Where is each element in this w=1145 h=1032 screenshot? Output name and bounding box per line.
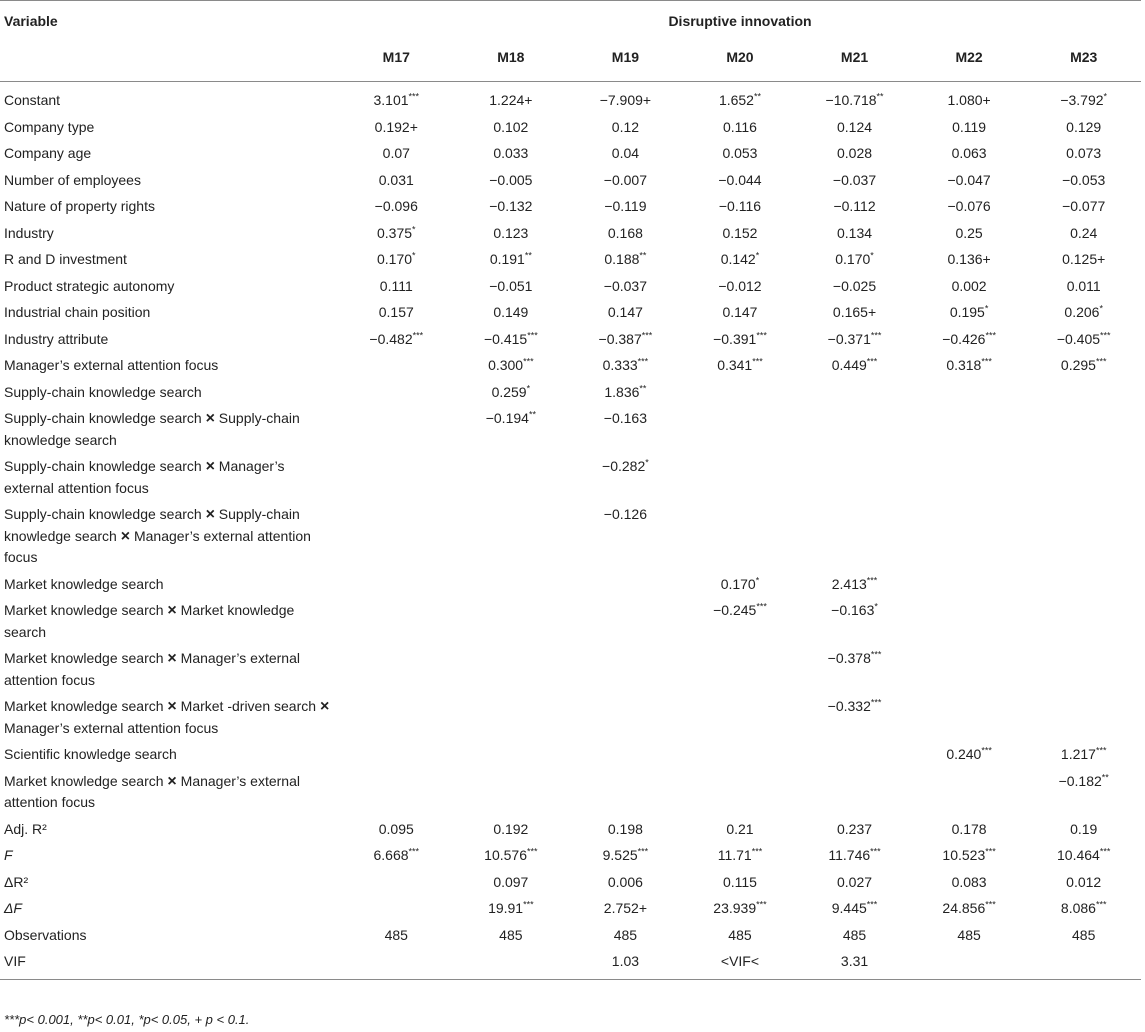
- model-header: M20: [683, 33, 798, 82]
- table-row: [0, 115, 1141, 142]
- value-cell: [339, 742, 454, 769]
- value-cell: 0.152: [722, 224, 758, 241]
- value-cell: [797, 742, 912, 769]
- model-header: M23: [1026, 33, 1141, 82]
- table-row: [0, 769, 1141, 817]
- value-cell: 0.170*: [377, 250, 416, 267]
- value-cell: 0.333***: [602, 356, 649, 373]
- value-cell: 0.142*: [720, 250, 760, 267]
- value-cell: 1.652**: [718, 91, 761, 108]
- value-cell: [683, 694, 798, 742]
- row-label: Supply-chain knowledge search × Supply-chain knowledge search × Manager’s external attention focus: [4, 506, 311, 565]
- value-cell: [454, 694, 569, 742]
- value-cell: −0.371***: [827, 329, 882, 347]
- table-row: [0, 817, 1141, 844]
- value-cell: [683, 380, 798, 407]
- value-cell: 1.080+: [947, 92, 991, 108]
- value-cell: 1.217***: [1060, 745, 1107, 762]
- row-label: Industry attribute: [4, 330, 109, 347]
- row-label: R and D investment: [4, 251, 127, 267]
- value-cell: 485: [384, 926, 408, 943]
- value-cell: [1026, 646, 1141, 694]
- value-cell: −0.182**: [1058, 771, 1109, 789]
- value-cell: 10.464***: [1057, 846, 1111, 863]
- value-cell: 19.91***: [488, 899, 534, 916]
- header-row-group: [0, 1, 1141, 34]
- value-cell: −0.076: [947, 198, 991, 214]
- table-row: [0, 327, 1141, 354]
- value-cell: −0.426***: [942, 329, 996, 347]
- value-cell: 0.124: [837, 118, 873, 135]
- value-cell: 485: [957, 926, 981, 943]
- value-cell: [1026, 406, 1141, 454]
- value-cell: 0.115: [722, 873, 757, 890]
- value-cell: 485: [499, 926, 523, 943]
- model-header: M19: [568, 33, 683, 82]
- value-cell: [1026, 598, 1141, 646]
- value-cell: −0.415***: [483, 329, 538, 347]
- table-row: [0, 598, 1141, 646]
- value-cell: 0.027: [837, 873, 873, 890]
- table-row: [0, 141, 1141, 168]
- row-label: Supply-chain knowledge search × Supply-chain knowledge search: [4, 410, 300, 448]
- value-cell: −0.126: [603, 506, 648, 522]
- table-row: [0, 502, 1141, 572]
- value-cell: [797, 769, 912, 817]
- table-row: [0, 646, 1141, 694]
- value-cell: 0.083: [951, 873, 987, 890]
- table-row: [0, 742, 1141, 769]
- value-cell: −0.119: [604, 198, 647, 214]
- value-cell: −0.077: [1062, 198, 1106, 214]
- value-cell: 485: [728, 926, 752, 943]
- value-cell: 0.063: [951, 145, 987, 161]
- value-cell: 0.188**: [604, 250, 647, 267]
- row-label: Manager’s external attention focus: [4, 357, 219, 373]
- value-cell: [683, 769, 798, 817]
- value-cell: [1026, 502, 1141, 572]
- value-cell: [568, 742, 683, 769]
- value-cell: [339, 646, 454, 694]
- value-cell: [339, 694, 454, 742]
- value-cell: −0.037: [832, 171, 877, 188]
- value-cell: 0.002: [951, 277, 987, 294]
- value-cell: [797, 406, 912, 454]
- value-cell: 0.237: [837, 820, 873, 837]
- value-cell: [912, 406, 1027, 454]
- value-cell: [454, 572, 569, 599]
- value-cell: 0.170*: [720, 574, 760, 592]
- value-cell: [912, 502, 1027, 572]
- value-cell: 8.086***: [1060, 899, 1107, 916]
- row-label: ΔF: [4, 900, 22, 916]
- value-cell: 0.449***: [831, 356, 878, 373]
- group-header: Disruptive innovation: [339, 1, 1141, 34]
- row-label: Scientific knowledge search: [4, 746, 177, 762]
- table-row: [0, 380, 1141, 407]
- value-cell: [454, 454, 569, 502]
- value-cell: [912, 598, 1027, 646]
- value-cell: 0.21: [726, 820, 754, 837]
- value-cell: 0.195*: [949, 303, 989, 320]
- value-cell: 0.125+: [1062, 251, 1106, 267]
- value-cell: 0.259*: [491, 382, 531, 400]
- row-label: Market knowledge search: [4, 575, 164, 592]
- value-cell: [568, 694, 683, 742]
- table-row: [0, 694, 1141, 742]
- value-cell: 0.147: [607, 304, 643, 320]
- value-cell: [683, 742, 798, 769]
- model-header: M22: [912, 33, 1027, 82]
- value-cell: 3.101***: [373, 91, 420, 108]
- row-label: Constant: [4, 92, 61, 108]
- value-cell: [683, 454, 798, 502]
- row-label: Nature of property rights: [4, 198, 155, 214]
- value-cell: 0.170*: [835, 250, 874, 267]
- row-label: Market knowledge search × Market knowledge search: [4, 602, 295, 640]
- value-cell: [339, 870, 454, 897]
- value-cell: [912, 380, 1027, 407]
- value-cell: [339, 949, 454, 979]
- value-cell: 0.134: [837, 224, 873, 241]
- row-label: Market knowledge search × Manager’s external attention focus: [4, 650, 300, 688]
- row-label: Observations: [4, 926, 87, 943]
- value-cell: −0.116: [718, 198, 762, 214]
- table-row: [0, 406, 1141, 454]
- value-cell: [339, 380, 454, 407]
- value-cell: 0.191**: [489, 250, 532, 267]
- value-cell: 0.07: [382, 145, 410, 161]
- value-cell: [1026, 454, 1141, 502]
- value-cell: −0.132: [489, 198, 533, 214]
- value-cell: [568, 646, 683, 694]
- table-row: [0, 949, 1141, 979]
- value-cell: [454, 769, 569, 817]
- table-row: [0, 300, 1141, 327]
- significance-note: ***p< 0.001, **p< 0.01, *p< 0.05, + p < 0.1.: [4, 1012, 250, 1027]
- value-cell: [454, 949, 569, 979]
- table-row: [0, 168, 1141, 195]
- value-cell: 9.525***: [602, 846, 649, 863]
- value-cell: [339, 454, 454, 502]
- row-label: Industry: [4, 224, 54, 241]
- value-cell: −0.245***: [713, 601, 767, 618]
- value-cell: 0.136+: [947, 251, 991, 267]
- value-cell: −0.025: [832, 277, 877, 294]
- value-cell: [339, 406, 454, 454]
- value-cell: [912, 646, 1027, 694]
- value-cell: −0.332***: [827, 697, 882, 714]
- value-cell: 485: [842, 926, 867, 943]
- value-cell: 485: [613, 926, 638, 943]
- value-cell: 0.006: [607, 873, 643, 890]
- value-cell: 0.097: [493, 873, 529, 890]
- value-cell: −0.051: [489, 277, 533, 294]
- value-cell: 11.71***: [717, 846, 763, 863]
- value-cell: 0.24: [1070, 224, 1098, 241]
- value-cell: −0.482***: [369, 329, 424, 347]
- row-label: VIF: [0, 949, 339, 979]
- value-cell: 0.147: [722, 304, 758, 320]
- value-cell: 2.413***: [831, 574, 878, 592]
- value-cell: [454, 646, 569, 694]
- row-label: Industrial chain position: [4, 304, 151, 320]
- value-cell: [454, 598, 569, 646]
- value-cell: −0.387***: [598, 329, 653, 347]
- value-cell: 11.746***: [828, 846, 881, 863]
- value-cell: 10.576***: [484, 846, 538, 863]
- table-row: [0, 454, 1141, 502]
- value-cell: −0.163*: [831, 601, 878, 618]
- value-cell: 0.033: [493, 145, 529, 161]
- value-cell: 24.856***: [942, 899, 996, 916]
- value-cell: [339, 353, 454, 380]
- value-cell: 485: [1072, 926, 1096, 943]
- table-row: [0, 247, 1141, 274]
- value-cell: −0.044: [718, 171, 762, 188]
- model-header: M21: [797, 33, 912, 82]
- value-cell: [1026, 380, 1141, 407]
- value-cell: −0.112: [833, 198, 876, 214]
- value-cell: [1026, 572, 1141, 599]
- value-cell: [339, 896, 454, 923]
- value-cell: 0.111: [379, 277, 413, 294]
- value-cell: [339, 502, 454, 572]
- value-cell: [683, 646, 798, 694]
- value-cell: −0.163: [603, 410, 648, 426]
- table-row: [0, 572, 1141, 599]
- value-cell: [339, 769, 454, 817]
- row-label: Company type: [4, 118, 95, 135]
- value-cell: [912, 454, 1027, 502]
- value-cell: 23.939***: [713, 899, 767, 916]
- row-label: Company age: [4, 145, 92, 161]
- value-cell: 0.206*: [1064, 303, 1103, 320]
- value-cell: [339, 598, 454, 646]
- model-header: M18: [454, 33, 569, 82]
- table-row: [0, 82, 1141, 115]
- row-label: F: [4, 847, 13, 863]
- value-cell: [1026, 949, 1141, 979]
- value-cell: 0.129: [1066, 118, 1102, 135]
- row-label: Adj. R²: [4, 820, 47, 837]
- value-cell: −0.047: [947, 171, 991, 188]
- value-cell: 0.19: [1070, 820, 1098, 837]
- value-cell: 2.752+: [603, 900, 648, 916]
- value-cell: [683, 406, 798, 454]
- value-cell: 0.053: [722, 145, 758, 161]
- value-cell: −3.792*: [1060, 91, 1108, 108]
- row-label: Supply-chain knowledge search: [4, 383, 202, 400]
- value-cell: [797, 454, 912, 502]
- value-cell: 1.224+: [489, 92, 533, 108]
- value-cell: <VIF<: [683, 949, 798, 979]
- table-row: [0, 843, 1141, 870]
- value-cell: [568, 769, 683, 817]
- row-label: Supply-chain knowledge search × Manager’s external attention focus: [4, 458, 285, 496]
- value-cell: −0.053: [1062, 171, 1106, 188]
- model-header: M17: [339, 33, 454, 82]
- value-cell: 0.04: [611, 145, 640, 161]
- value-cell: −7.909+: [599, 92, 652, 108]
- value-cell: 0.123: [493, 224, 529, 241]
- value-cell: 0.102: [493, 118, 529, 135]
- value-cell: 0.318***: [946, 356, 992, 373]
- value-cell: 0.031: [378, 171, 414, 188]
- value-cell: 0.25: [955, 224, 983, 241]
- value-cell: 0.300***: [488, 356, 534, 373]
- value-cell: [912, 949, 1027, 979]
- table-row: [0, 221, 1141, 248]
- value-cell: 0.028: [837, 145, 873, 161]
- value-cell: −0.378***: [827, 649, 882, 666]
- value-cell: 9.445***: [831, 899, 878, 916]
- value-cell: [797, 502, 912, 572]
- value-cell: 3.31: [797, 949, 912, 979]
- header-row-models: [0, 33, 1141, 82]
- value-cell: 0.375*: [377, 223, 416, 241]
- row-label: ΔR²: [4, 873, 29, 890]
- value-cell: 0.341***: [717, 356, 763, 373]
- value-cell: 0.119: [952, 118, 987, 135]
- table-row: [0, 353, 1141, 380]
- value-cell: −0.037: [603, 277, 648, 294]
- value-cell: 0.011: [1066, 277, 1101, 294]
- value-cell: [568, 598, 683, 646]
- value-cell: −0.405***: [1056, 329, 1111, 347]
- value-cell: 0.198: [607, 820, 643, 837]
- value-cell: 0.168: [607, 224, 643, 241]
- value-cell: [797, 380, 912, 407]
- row-label: Market knowledge search × Market -driven search × Manager’s external attention focus: [4, 698, 330, 736]
- value-cell: 0.240***: [946, 745, 992, 762]
- value-cell: 0.157: [378, 304, 414, 320]
- value-cell: −10.718**: [825, 91, 884, 108]
- value-cell: 0.192+: [374, 118, 418, 135]
- value-cell: 0.073: [1066, 145, 1102, 161]
- value-cell: 0.012: [1066, 873, 1102, 890]
- value-cell: [683, 502, 798, 572]
- table-row: [0, 896, 1141, 923]
- row-label: Market knowledge search × Manager’s external attention focus: [4, 772, 300, 810]
- value-cell: −0.012: [718, 277, 762, 294]
- value-cell: [568, 572, 683, 599]
- value-cell: −0.007: [603, 171, 648, 188]
- value-cell: −0.194**: [485, 409, 536, 426]
- value-cell: 0.192: [493, 820, 529, 837]
- value-cell: 0.12: [611, 118, 640, 135]
- value-cell: 6.668***: [373, 846, 420, 863]
- variable-header: Variable: [0, 1, 339, 34]
- value-cell: −0.391***: [713, 329, 767, 347]
- value-cell: [1026, 694, 1141, 742]
- table-row: [0, 194, 1141, 221]
- value-cell: [912, 769, 1027, 817]
- blank-header-cell: [0, 33, 339, 82]
- value-cell: −0.005: [489, 171, 533, 188]
- value-cell: −0.096: [374, 198, 418, 214]
- value-cell: 0.165+: [832, 304, 877, 320]
- table-row: [0, 274, 1141, 301]
- value-cell: [912, 694, 1027, 742]
- value-cell: 0.178: [951, 820, 987, 837]
- value-cell: 0.095: [378, 820, 414, 837]
- value-cell: [339, 572, 454, 599]
- value-cell: 1.836**: [604, 382, 647, 400]
- value-cell: [454, 742, 569, 769]
- table-body: [0, 82, 1141, 980]
- table-row: [0, 870, 1141, 897]
- row-label: Product strategic autonomy: [4, 277, 175, 294]
- value-cell: 0.149: [493, 304, 529, 320]
- value-cell: 10.523***: [942, 846, 996, 863]
- value-cell: 1.03: [568, 949, 683, 979]
- value-cell: 0.295***: [1060, 356, 1107, 373]
- value-cell: [454, 502, 569, 572]
- row-label: Number of employees: [4, 171, 141, 188]
- table-row: [0, 923, 1141, 950]
- value-cell: −0.282*: [602, 457, 649, 474]
- value-cell: 0.116: [722, 118, 757, 135]
- value-cell: [912, 572, 1027, 599]
